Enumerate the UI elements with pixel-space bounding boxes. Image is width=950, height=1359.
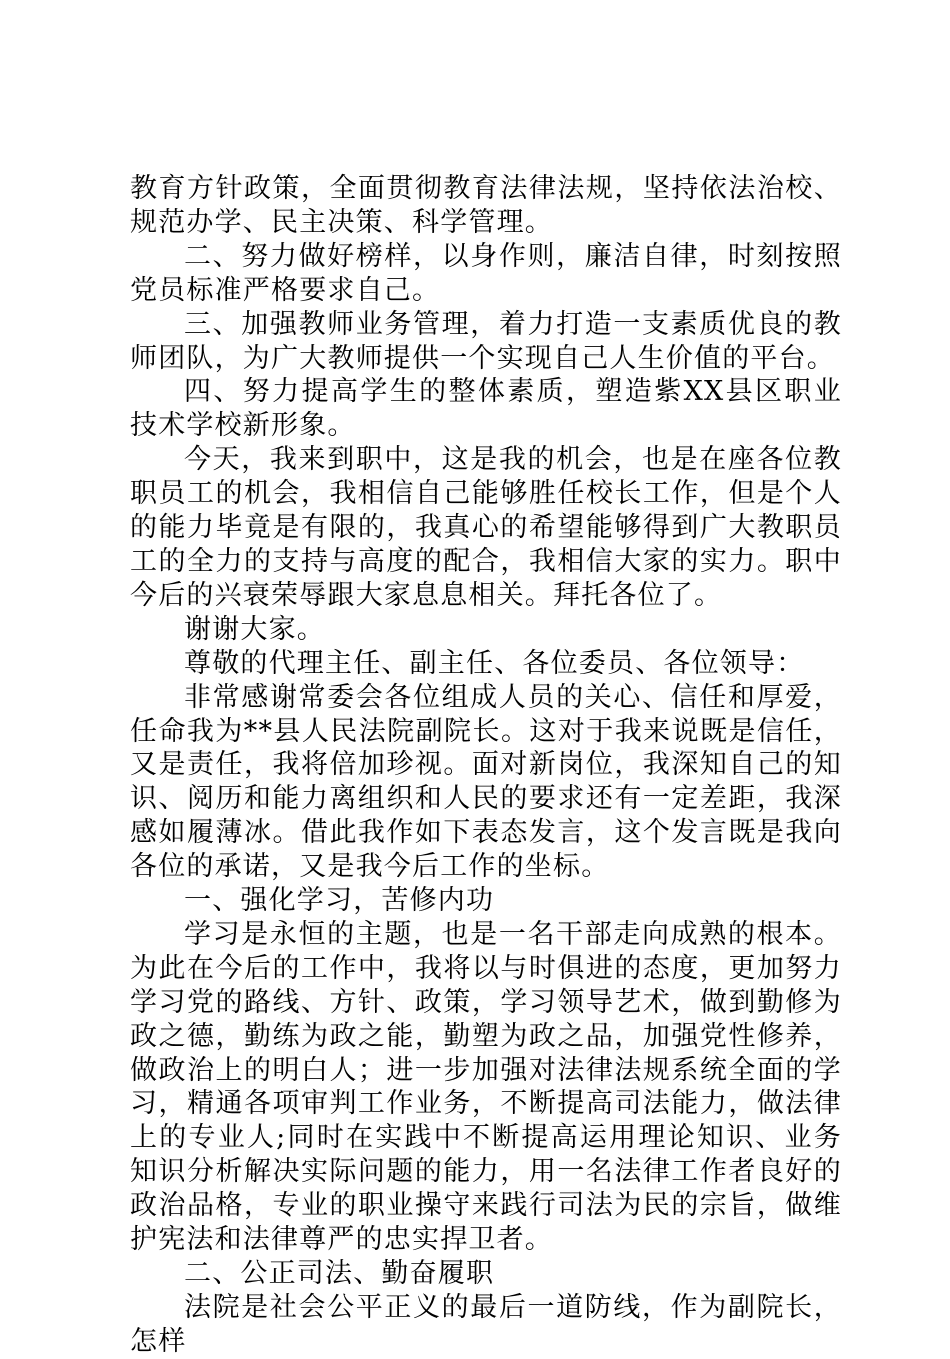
- paragraph: 今天，我来到职中，这是我的机会，也是在座各位教职员工的机会，我相信自己能够胜任校长工作，但是个人的能力毕竟是有限的，我真心的希望能够得到广大教职员工的全力的支持与高度的配合，我相信大家的实力。职中今后的兴衰荣辱跟大家息息相关。拜托各位了。: [130, 444, 842, 611]
- document-page: [130, 172, 842, 1359]
- paragraph: 教育方针政策，全面贯彻教育法律法规，坚持依法治校、规范办学、民主决策、科学管理。: [130, 173, 842, 238]
- section-heading: 一、强化学习，苦修内功: [184, 885, 495, 917]
- section-heading: 二、公正司法、勤奋履职: [184, 1258, 495, 1289]
- paragraph: 二、努力做好榜样，以身作则，廉洁自律，时刻按照党员标准严格要求自己。: [130, 240, 842, 306]
- paragraph: 法院是社会公平正义的最后一道防线，作为副院长，怎样: [130, 1291, 842, 1357]
- paragraph: 非常感谢常委会各位组成人员的关心、信任和厚爱，任命我为**县人民法院副院长。这对于我来说既是信任，又是责任，我将倍加珍视。面对新岗位，我深知自己的知识、阅历和能力离组织和人民的要求还有一定差距，我深感如履薄冰。借此我作如下表态发言，这个发言既是我向各位的承诺，又是我今后工作的坐标。: [130, 681, 842, 883]
- paragraph: 学习是永恒的主题，也是一名干部走向成熟的根本。为此在今后的工作中，我将以与时俱进的态度，更加努力学习党的路线、方针、政策，学习领导艺术，做到勤修为政之德，勤练为政之能，勤塑为政之品，加强党性修养，做政治上的明白人；进一步加强对法律法规系统全面的学习，精通各项审判工作业务，不断提高司法能力，做法律上的专业人;同时在实践中不断提高运用理论知识、业务知识分析解决实际问题的能力，用一名法律工作者良好的政治品格，专业的职业操守来践行司法为民的宗旨，做维护宪法和法律尊严的忠实捍卫者。: [130, 918, 842, 1256]
- paragraph: 三、加强教师业务管理，着力打造一支素质优良的教师团队，为广大教师提供一个实现自己人生价值的平台。: [130, 308, 842, 374]
- paragraph: 四、努力提高学生的整体素质，塑造紫XX县区职业技术学校新形象。: [130, 376, 842, 442]
- paragraph: 谢谢大家。: [184, 613, 325, 645]
- paragraph: 尊敬的代理主任、副主任、各位委员、各位领导：: [184, 647, 805, 679]
